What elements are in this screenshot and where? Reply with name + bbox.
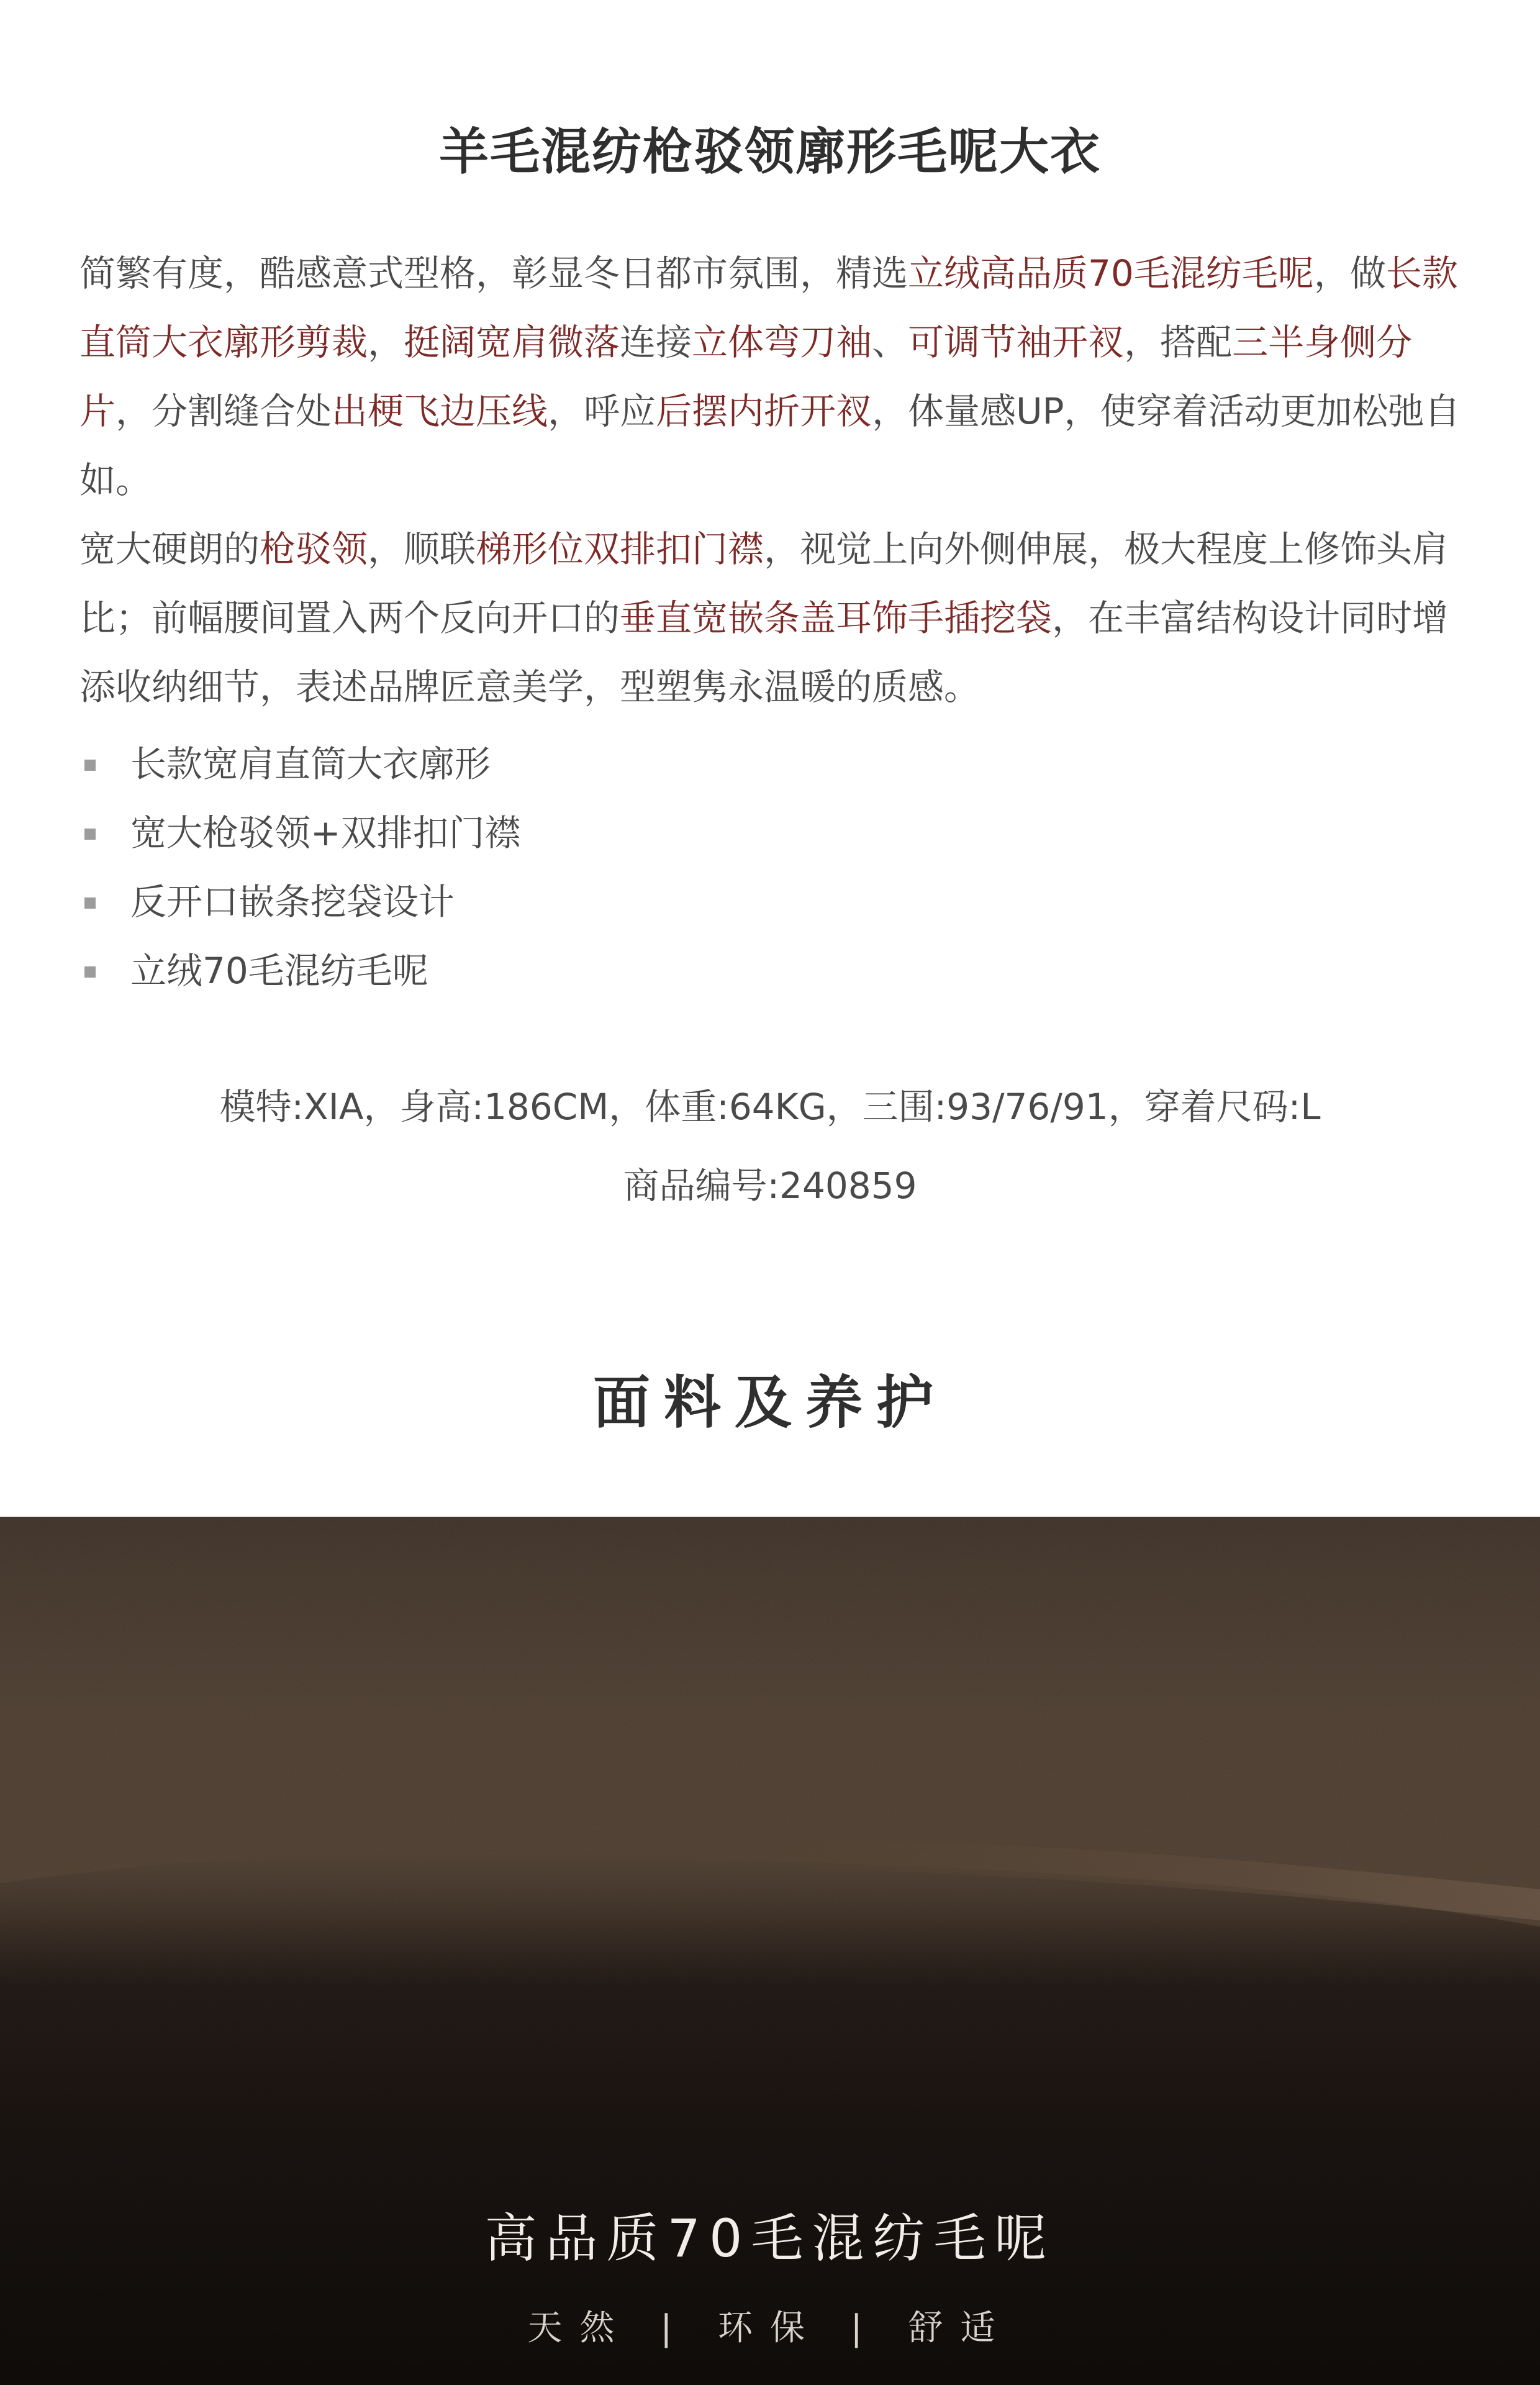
description-text: ，在丰富结构设计同时增添收纳细节，表述品牌匠意美学，型塑隽永温暖的质感。 <box>79 597 1449 708</box>
description-text: 连接 <box>620 321 692 363</box>
feature-list <box>79 730 521 1006</box>
description-highlight: 三半身侧分片 <box>79 321 1413 432</box>
description-highlight: 立绒高品质70毛混纺毛呢 <box>908 252 1314 294</box>
description-text: ，搭配 <box>1124 321 1233 363</box>
feature-label: 宽大枪驳领+双排扣门襟 <box>130 812 521 854</box>
description-highlight: 出梗飞边压线 <box>332 390 548 432</box>
description-text: ，做 <box>1313 252 1386 294</box>
description-highlight: 挺阔宽肩微落 <box>404 321 620 363</box>
feature-label: 反开口嵌条挖袋设计 <box>130 881 455 923</box>
product-title: 羊毛混纺枪驳领廓形毛呢大衣 <box>439 123 1101 181</box>
feature-item <box>79 730 521 799</box>
description-text: ，呼应 <box>548 390 656 432</box>
feature-item <box>79 937 521 1006</box>
description-highlight: 后摆内折开衩 <box>656 390 872 432</box>
care-section-title: 面料及养护 <box>592 1370 947 1436</box>
bullet-square-icon <box>84 897 96 909</box>
bullet-square-icon <box>84 966 96 978</box>
product-description <box>79 239 1464 722</box>
feature-item <box>79 868 521 937</box>
description-text: ，体量感UP，使穿着活动更加松弛自如。 <box>79 390 1461 501</box>
description-highlight: 立体弯刀袖 <box>692 321 872 363</box>
description-text: ，顺联 <box>368 528 476 570</box>
product-code: 商品编号:240859 <box>623 1165 917 1207</box>
model-info: 模特:XIA，身高:186CM，体重:64KG，三围:93/76/91，穿着尺码:L <box>219 1086 1321 1128</box>
description-highlight: 长款直筒大衣廓形剪裁 <box>79 252 1458 363</box>
description-text: ，分割缝合处 <box>116 390 332 432</box>
bullet-square-icon <box>84 760 96 771</box>
fabric-title: 高品质70毛混纺毛呢 <box>484 2208 1056 2269</box>
description-highlight: 垂直宽嵌条盖耳饰手插挖袋 <box>620 597 1053 639</box>
description-text: 简繁有度，酷感意式型格，彰显冬日都市氛围，精选 <box>79 252 908 294</box>
description-paragraph-1 <box>79 239 1464 515</box>
description-paragraph-2 <box>79 515 1464 722</box>
fabric-banner <box>0 1517 1540 2385</box>
feature-item <box>79 799 521 868</box>
description-text: 宽大硬朗的 <box>79 528 260 570</box>
description-text: ， <box>368 321 404 363</box>
description-highlight: 枪驳领 <box>260 528 368 570</box>
feature-label: 长款宽肩直筒大衣廓形 <box>130 743 491 785</box>
fabric-tags: 天然 | 环保 | 舒适 <box>527 2308 1013 2348</box>
description-highlight: 梯形位双排扣门襟 <box>476 528 764 570</box>
bullet-square-icon <box>84 829 96 840</box>
description-text: ，视觉上向外侧伸展，极大程度上修饰头肩比；前幅腰间置入两个反向开口的 <box>79 528 1449 639</box>
description-text: 、 <box>872 321 908 363</box>
feature-label: 立绒70毛混纺毛呢 <box>130 950 428 992</box>
description-highlight: 可调节袖开衩 <box>908 321 1125 363</box>
